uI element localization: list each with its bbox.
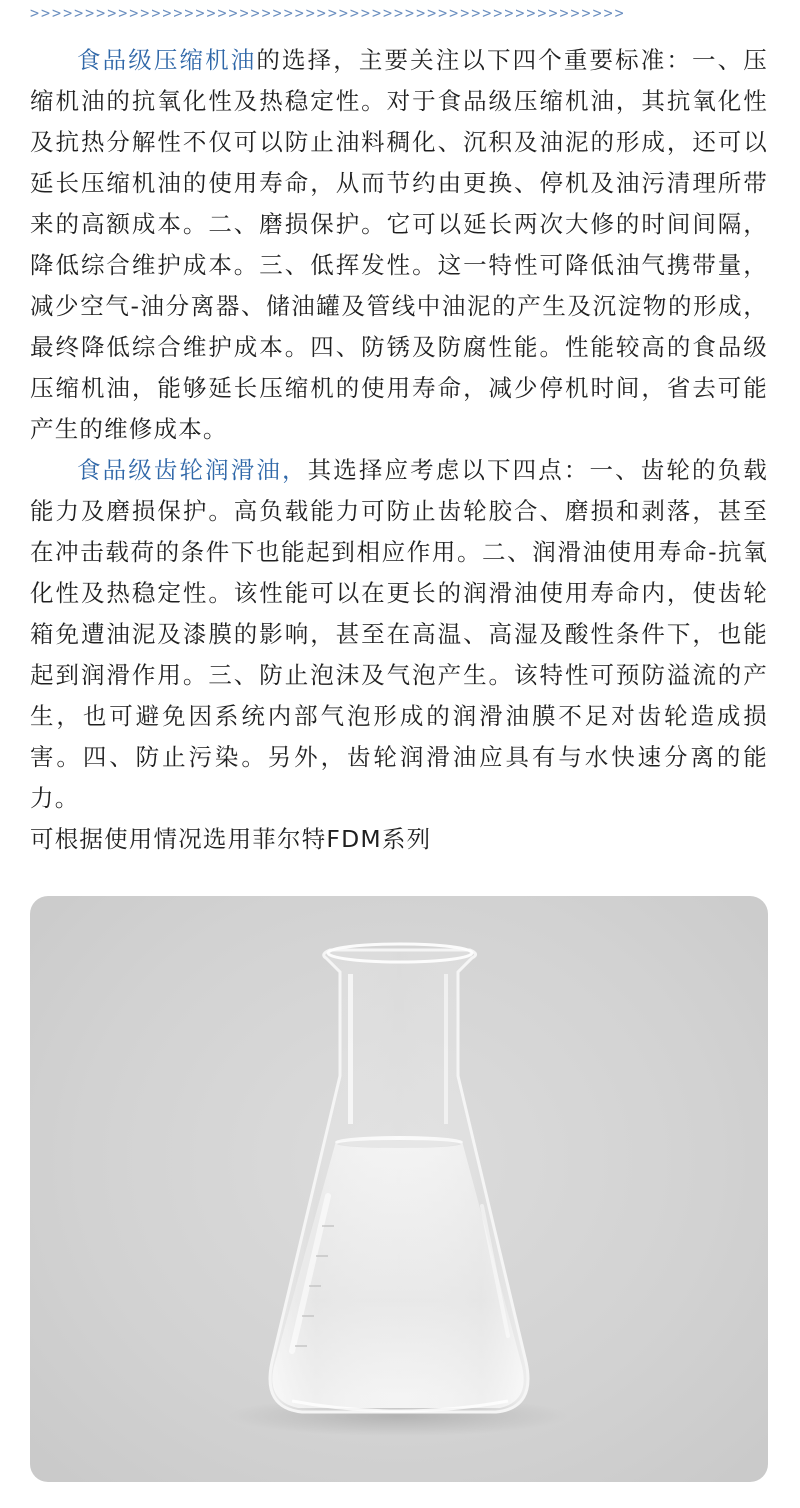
erlenmeyer-flask-image bbox=[30, 896, 768, 1482]
compressor-oil-text: 的选择，主要关注以下四个重要标准：一、压缩机油的抗氧化性及热稳定性。对于食品级压缩机油，其抗氧化性及抗热分解性不仅可以防止油料稠化、沉积及油泥的形成，还可以延长压缩机油的使用寿命，从而节约由更换、停机及油污清理所带来的高额成本。二、磨损保护。它可以延长两次大修的时间间隔，降低综合维护成本。三、低挥发性。这一特性可降低油气携带量，减少空气-油分离器、储油罐及管线中油泥的产生及沉淀物的形成，最终降低综合维护成本。四、防锈及防腐性能。性能较高的食品级压缩机油，能够延长压缩机的使用寿命，减少停机时间，省去可能产生的维修成本。 bbox=[30, 46, 768, 443]
compressor-oil-heading: 食品级压缩机油 bbox=[77, 46, 257, 74]
gear-oil-paragraph bbox=[30, 450, 768, 819]
article-body bbox=[30, 40, 768, 860]
flask-photo bbox=[30, 896, 768, 1482]
product-recommendation: 可根据使用情况选用菲尔特FDM系列 bbox=[30, 825, 432, 853]
compressor-oil-paragraph bbox=[30, 40, 768, 450]
decorative-arrow-strip: >>>>>>>>>>>>>>>>>>>>>>>>>>>>>>>>>>>>>>>>>>>>>>>>>>>>>> bbox=[30, 4, 626, 22]
gear-oil-heading: 食品级齿轮润滑油， bbox=[77, 456, 308, 484]
gear-oil-text: 其选择应考虑以下四点：一、齿轮的负载能力及磨损保护。高负载能力可防止齿轮胶合、磨损和剥落，甚至在冲击载荷的条件下也能起到相应作用。二、润滑油使用寿命-抗氧化性及热稳定性。该性能可以在更长的润滑油使用寿命内，使齿轮箱免遭油泥及漆膜的影响，甚至在高温、高湿及酸性条件下，也能起到润滑作用。三、防止泡沫及气泡产生。该特性可预防溢流的产生，也可避免因系统内部气泡形成的润滑油膜不足对齿轮造成损害。四、防止污染。另外，齿轮润滑油应具有与水快速分离的能力。 bbox=[30, 456, 768, 812]
